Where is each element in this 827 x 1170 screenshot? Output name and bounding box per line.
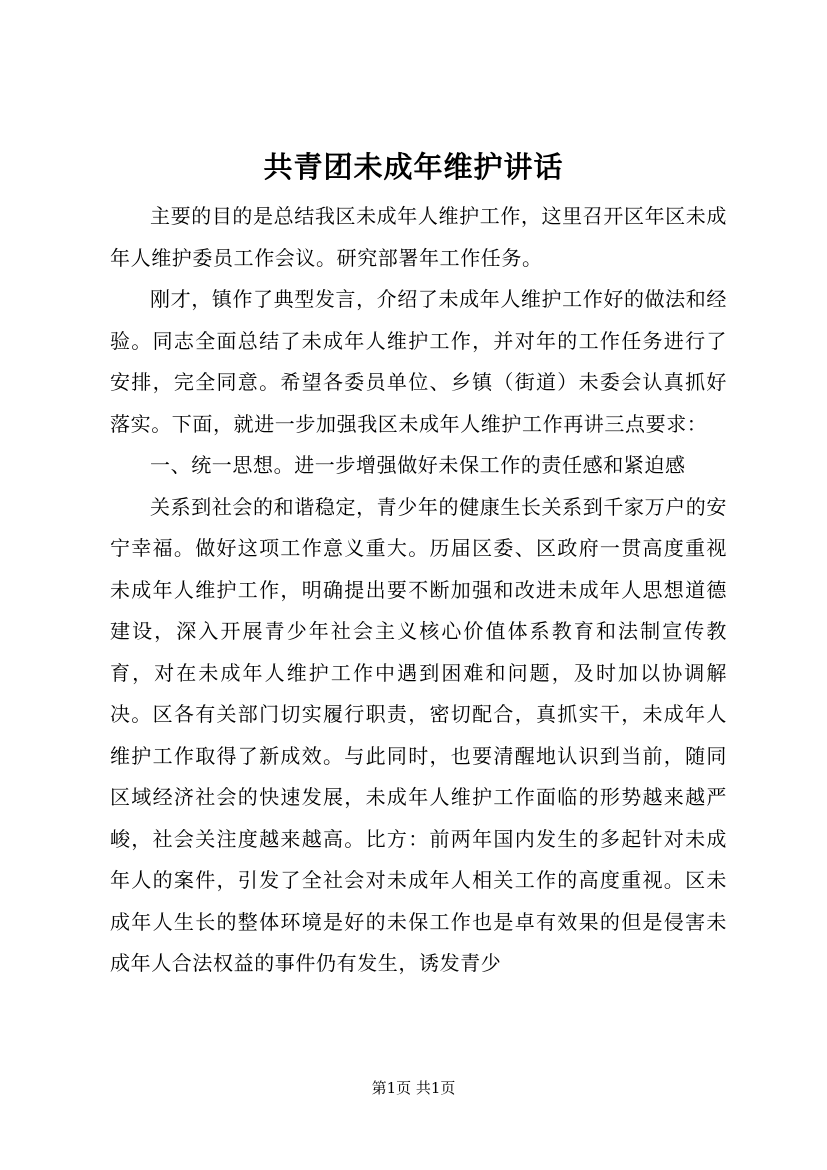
paragraph-1: 主要的目的是总结我区未成年人维护工作，这里召开区年区未成年人维护委员工作会议。研究部署年工作任务。: [110, 204, 727, 270]
section-heading-1: 一、统一思想。进一步增强做好未保工作的责任感和紧迫感: [150, 453, 686, 477]
page-footer: 第1页 共1页: [371, 1079, 456, 1097]
document-title: 共青团未成年维护讲话: [263, 150, 564, 184]
document-body: [110, 196, 727, 985]
paragraph-2: 刚才，镇作了典型发言，介绍了未成年人维护工作好的做法和经验。同志全面总结了未成年人维护工作，并对年的工作任务进行了安排，完全同意。希望各委员单位、乡镇（街道）未委会认真抓好落实。下面，就进一步加强我区未成年人维护工作再讲三点要求：: [110, 287, 727, 436]
paragraph-3: 关系到社会的和谐稳定，青少年的健康生长关系到千家万户的安宁幸福。做好这项工作意义重大。历届区委、区政府一贯高度重视未成年人维护工作，明确提出要不断加强和改进未成年人思想道德建设，深入开展青少年社会主义核心价值体系教育和法制宣传教育，对在未成年人维护工作中遇到困难和问题，及时加以协调解决。区各有关部门切实履行职责，密切配合，真抓实干，未成年人维护工作取得了新成效。与此同时，也要清醒地认识到当前，随同区域经济社会的快速发展，未成年人维护工作面临的形势越来越严峻，社会关注度越来越高。比方：前两年国内发生的多起针对未成年人的案件，引发了全社会对未成年人相关工作的高度重视。区未成年人生长的整体环境是好的未保工作也是卓有效果的但是侵害未成年人合法权益的事件仍有发生，诱发青少: [110, 494, 727, 975]
